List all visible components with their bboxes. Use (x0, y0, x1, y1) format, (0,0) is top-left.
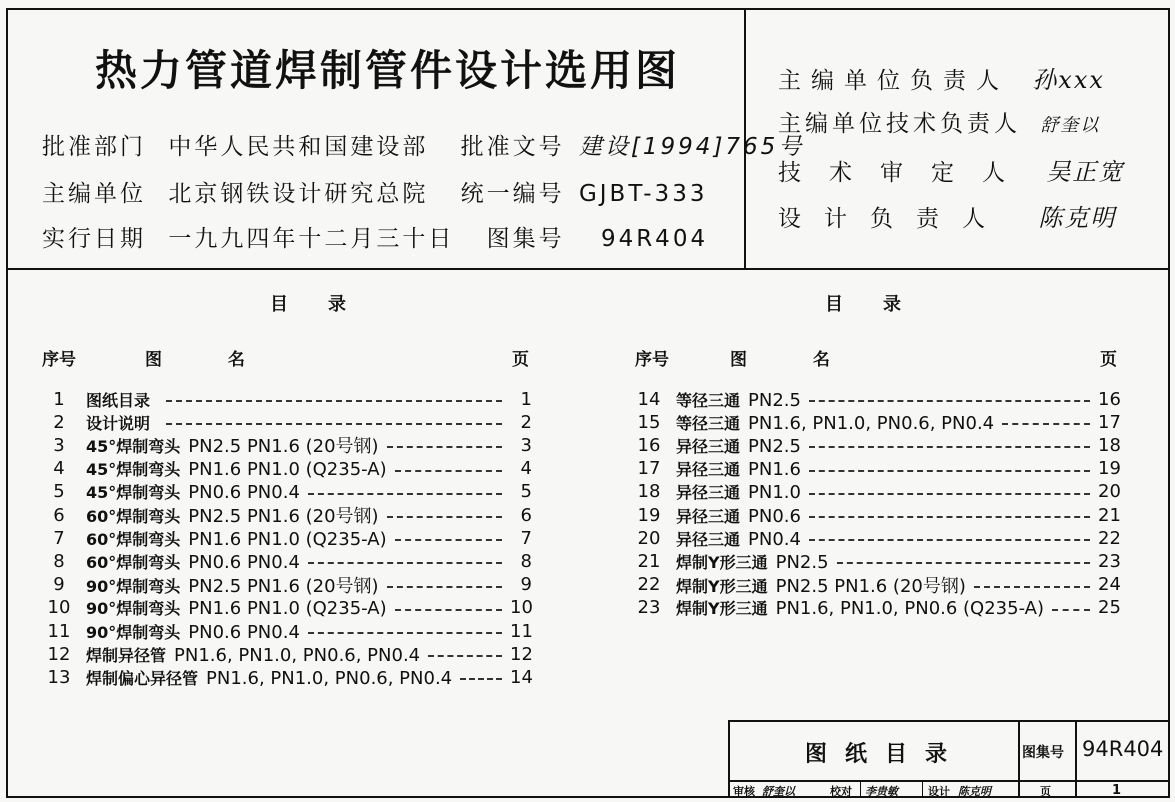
titleblock-page-label: 页 (1040, 785, 1051, 798)
toc-row-leader (460, 678, 502, 680)
titleblock-top (728, 720, 1170, 722)
signature-role: 主编单位技术负责人 (778, 111, 1021, 137)
toc-row-page: 9 (520, 574, 532, 596)
toc-row-name (676, 411, 994, 434)
toc-row-number: 1 (53, 388, 65, 410)
titleblock-design-name: 陈克明 (958, 785, 991, 798)
toc-row-page: 1 (520, 388, 532, 410)
effective-date-value: 一九九四年十二月三十日 (168, 226, 455, 252)
signature-role: 设计负责人 (778, 206, 1008, 232)
toc-row-title: 图纸目录 (86, 390, 151, 410)
titleblock-name: 图纸目录 (805, 742, 966, 767)
atlas-number-label: 图集号 (486, 226, 565, 252)
titleblock-divider-2 (1075, 720, 1077, 798)
toc-row-spec: PN0.6 PN0.4 (188, 551, 300, 573)
toc-row-spec: PN2.5 (748, 435, 801, 457)
toc-row-name (86, 411, 158, 434)
toc-row (634, 597, 1120, 619)
toc-row-number: 6 (53, 504, 65, 526)
toc-row-number: 13 (47, 666, 71, 688)
toc-row (44, 388, 532, 410)
signature-name: 舒奎以 (1040, 115, 1101, 136)
signature-role: 主编单位负责人 (778, 68, 1009, 94)
col-seq-left: 序号 (42, 350, 76, 370)
titleblock-review-name: 舒奎以 (762, 785, 795, 798)
toc-row-page: 10 (510, 597, 533, 619)
toc-row-name (676, 527, 801, 550)
toc-row-number: 23 (637, 597, 661, 619)
signature-name: 吴正宽 (1046, 158, 1125, 186)
toc-row-leader (1002, 423, 1090, 425)
toc-row-spec: PN1.6 PN1.0 (Q235-A) (188, 459, 387, 481)
toc-row-name (86, 457, 387, 480)
approval-dept-label: 批准部门 (42, 134, 146, 160)
signature-row-1 (778, 60, 1105, 95)
toc-row-name (86, 572, 379, 598)
toc-row-number: 17 (637, 458, 661, 480)
toc-row-page: 18 (1098, 434, 1121, 456)
toc-row-number: 16 (637, 434, 661, 456)
toc-row-title: 焊制异径管 (86, 645, 167, 665)
toc-row-leader (809, 539, 1090, 541)
toc-row-number: 18 (637, 481, 661, 503)
toc-row-name (86, 388, 158, 411)
toc-row-title: 45°焊制弯头 (86, 460, 181, 480)
toc-row-page: 14 (510, 666, 533, 688)
titleblock-divider-1 (1018, 720, 1020, 798)
toc-row-leader (308, 493, 502, 495)
toc-row (44, 574, 532, 596)
toc-row-name (86, 620, 300, 643)
toc-row-number: 22 (637, 574, 661, 596)
toc-row-page: 22 (1098, 527, 1121, 549)
toc-row-number: 14 (637, 388, 661, 410)
toc-row-name (86, 432, 379, 458)
effective-line (42, 220, 708, 253)
toc-row (634, 458, 1120, 480)
titleblock-check-label: 校对 (830, 785, 852, 798)
toc-row-name (676, 480, 801, 503)
toc-row-page: 25 (1098, 597, 1121, 619)
toc-row-number: 3 (53, 434, 65, 456)
unified-number-value: GJBT-333 (578, 181, 708, 207)
toc-row-page: 3 (520, 434, 532, 456)
toc-row-title: 异径三通 (676, 529, 741, 549)
toc-row (44, 458, 532, 480)
toc-row-title: 90°焊制弯头 (86, 622, 181, 642)
toc-row-spec: PN0.4 (748, 528, 801, 550)
toc-row-leader (308, 632, 502, 634)
toc-row-name (676, 572, 966, 598)
toc-row (44, 597, 532, 619)
titleblock-divider-4 (922, 780, 923, 798)
toc-row-title: 异径三通 (676, 483, 741, 503)
toc-row-title: 设计说明 (86, 413, 151, 433)
toc-row-title: 等径三通 (676, 390, 741, 410)
titleblock-check-name: 李贵敏 (865, 785, 898, 798)
toc-row-leader (809, 516, 1090, 518)
toc-row-number: 19 (637, 504, 661, 526)
toc-row-number: 2 (53, 411, 65, 433)
toc-row-number: 12 (47, 643, 71, 665)
col-name-left: 图 名 (145, 350, 275, 370)
approval-doc-value: 建设[1994]765号 (578, 134, 805, 160)
toc-row-name (676, 596, 1044, 619)
toc-row-spec: PN2.5 PN1.6 (20号钢) (775, 575, 966, 597)
toc-row-spec: PN1.6, PN1.0, PN0.6, PN0.4 (174, 644, 421, 666)
toc-row-leader (809, 400, 1090, 402)
toc-row-page: 4 (520, 458, 532, 480)
toc-row-spec: PN1.6 PN1.0 (Q235-A) (188, 598, 387, 620)
toc-row-title: 焊制Y形三通 (676, 599, 768, 619)
toc-row (44, 666, 532, 688)
toc-row (44, 620, 532, 642)
toc-row-name (676, 388, 801, 411)
toc-row-page: 19 (1098, 458, 1121, 480)
toc-row (634, 411, 1120, 433)
toc-row-spec: PN0.6 (748, 505, 801, 527)
toc-row (44, 643, 532, 665)
toc-row-leader (837, 562, 1090, 564)
approval-dept-value: 中华人民共和国建设部 (168, 134, 429, 160)
toc-row-leader (395, 609, 502, 611)
toc-row-name (86, 480, 300, 503)
toc-row-leader (387, 446, 502, 448)
toc-row-page: 16 (1098, 388, 1121, 410)
toc-row-name (86, 527, 387, 550)
toc-row-number: 7 (53, 527, 65, 549)
editor-line (42, 175, 707, 208)
toc-row-number: 8 (53, 550, 65, 572)
toc-row-page: 8 (520, 550, 532, 572)
titleblock-design-label: 设计 (928, 785, 950, 798)
toc-row-name (676, 434, 801, 457)
toc-row-leader (809, 446, 1090, 448)
titleblock-divider-3 (860, 780, 861, 798)
toc-row-page: 20 (1098, 481, 1121, 503)
toc-row-title: 45°焊制弯头 (86, 483, 181, 503)
toc-row (634, 574, 1120, 596)
toc-row-spec: PN1.6, PN1.0, PN0.6 (Q235-A) (775, 598, 1045, 620)
atlas-title: 热力管道焊制管件设计选用图 (95, 46, 681, 95)
toc-row-name (86, 666, 452, 689)
toc-row-title: 异径三通 (676, 436, 741, 456)
toc-row-leader (974, 586, 1090, 588)
toc-row-number: 15 (637, 411, 661, 433)
toc-row-name (676, 504, 801, 527)
toc-row-number: 10 (47, 597, 71, 619)
toc-row-title: 异径三通 (676, 460, 741, 480)
toc-row-title: 45°焊制弯头 (86, 437, 181, 457)
toc-row (634, 434, 1120, 456)
toc-title-right: 目录 (825, 294, 941, 315)
toc-row-spec: PN2.5 (775, 551, 829, 573)
toc-row-leader (166, 423, 502, 425)
toc-row-spec: PN1.6 PN1.0 (Q235-A) (188, 528, 387, 550)
toc-row (634, 550, 1120, 572)
col-page-right: 页 (1100, 350, 1117, 370)
toc-row (634, 481, 1120, 503)
toc-row-spec: PN0.6 PN0.4 (188, 482, 300, 504)
header-divider (6, 268, 1170, 270)
toc-row-number: 11 (47, 620, 71, 642)
titleblock-atlas-label: 图集号 (1022, 745, 1064, 761)
toc-row-page: 7 (520, 527, 532, 549)
toc-row-page: 5 (520, 481, 532, 503)
toc-row (44, 481, 532, 503)
toc-row-leader (809, 493, 1090, 495)
toc-row-leader (387, 586, 502, 588)
toc-row-spec: PN2.5 PN1.6 (20号钢) (188, 436, 379, 458)
col-seq-right: 序号 (635, 350, 669, 370)
toc-row-leader (1052, 609, 1090, 611)
toc-row-name (86, 596, 387, 619)
toc-row (44, 411, 532, 433)
approval-doc-label: 批准文号 (460, 134, 565, 160)
toc-row-page: 23 (1098, 550, 1121, 572)
toc-row-number: 4 (53, 458, 65, 480)
toc-row-title: 焊制Y形三通 (676, 576, 768, 596)
toc-row-leader (395, 470, 502, 472)
toc-row-spec: PN2.5 PN1.6 (20号钢) (188, 575, 379, 597)
titleblock-mid (728, 780, 1170, 782)
toc-row-leader (387, 516, 502, 518)
toc-row-spec: PN1.6, PN1.0, PN0.6, PN0.4 (748, 412, 995, 434)
toc-row-title: 焊制偏心异径管 (86, 668, 199, 688)
toc-row-page: 11 (510, 620, 533, 642)
toc-row-name (676, 550, 829, 573)
unified-number-label: 统一编号 (460, 181, 565, 207)
toc-row-page: 17 (1098, 411, 1121, 433)
toc-row-title: 异径三通 (676, 506, 741, 526)
toc-row-page: 24 (1098, 574, 1121, 596)
titleblock-review-label: 审核 (733, 785, 755, 798)
toc-row-spec: PN1.6, PN1.0, PN0.6, PN0.4 (206, 667, 453, 689)
toc-row-title: 60°焊制弯头 (86, 552, 181, 572)
titleblock-atlas-value: 94R404 (1082, 737, 1164, 761)
effective-date-label: 实行日期 (42, 226, 146, 252)
toc-row (44, 504, 532, 526)
toc-row-page: 2 (520, 411, 532, 433)
toc-row-spec: PN1.6 (748, 459, 801, 481)
toc-row (634, 527, 1120, 549)
toc-row-title: 90°焊制弯头 (86, 599, 181, 619)
toc-row-name (86, 643, 420, 666)
toc-row-page: 6 (520, 504, 532, 526)
approval-line (42, 128, 804, 161)
toc-row-spec: PN0.6 PN0.4 (188, 621, 300, 643)
toc-row-spec: PN2.5 PN1.6 (20号钢) (188, 506, 379, 527)
toc-row-spec: PN1.0 (748, 482, 801, 504)
toc-row (44, 550, 532, 572)
toc-title-left: 目录 (270, 294, 386, 315)
toc-row-leader (428, 655, 502, 657)
signature-row-4 (778, 198, 1116, 233)
toc-row (634, 504, 1120, 526)
toc-row-title: 60°焊制弯头 (86, 507, 181, 526)
toc-row-title: 90°焊制弯头 (86, 576, 181, 596)
toc-row-number: 21 (637, 550, 661, 572)
toc-row-leader (308, 562, 502, 564)
signature-name: 陈克明 (1038, 204, 1117, 232)
toc-row-title: 等径三通 (676, 413, 741, 433)
toc-row-number: 20 (637, 527, 661, 549)
col-name-right: 图 名 (730, 350, 860, 370)
toc-row-title: 焊制Y形三通 (676, 552, 768, 572)
toc-row-name (86, 502, 379, 528)
signature-row-2 (778, 105, 1100, 138)
toc-row-leader (395, 539, 502, 541)
toc-row-leader (809, 470, 1090, 472)
signature-role: 技术审定人 (778, 160, 1033, 186)
toc-row-spec: PN2.5 (748, 389, 801, 411)
toc-row-page: 12 (510, 643, 533, 665)
toc-row (44, 527, 532, 549)
toc-row-name (86, 550, 300, 573)
toc-row-name (676, 457, 801, 480)
editor-unit-label: 主编单位 (42, 181, 146, 207)
toc-row (634, 388, 1120, 410)
editor-unit-value: 北京钢铁设计研究总院 (168, 181, 429, 207)
toc-row-page: 21 (1098, 504, 1121, 526)
toc-row-number: 5 (53, 481, 65, 503)
atlas-number-value: 94R404 (600, 226, 709, 252)
titleblock-page-value: 1 (1112, 783, 1122, 798)
signature-row-3 (778, 152, 1124, 187)
col-page-left: 页 (512, 350, 529, 370)
toc-row (44, 434, 532, 456)
toc-row-title: 60°焊制弯头 (86, 529, 181, 549)
titleblock-left (728, 720, 730, 798)
toc-row-leader (166, 400, 502, 402)
toc-row-number: 9 (53, 574, 65, 596)
signature-name: 孙xxx (1032, 66, 1105, 94)
